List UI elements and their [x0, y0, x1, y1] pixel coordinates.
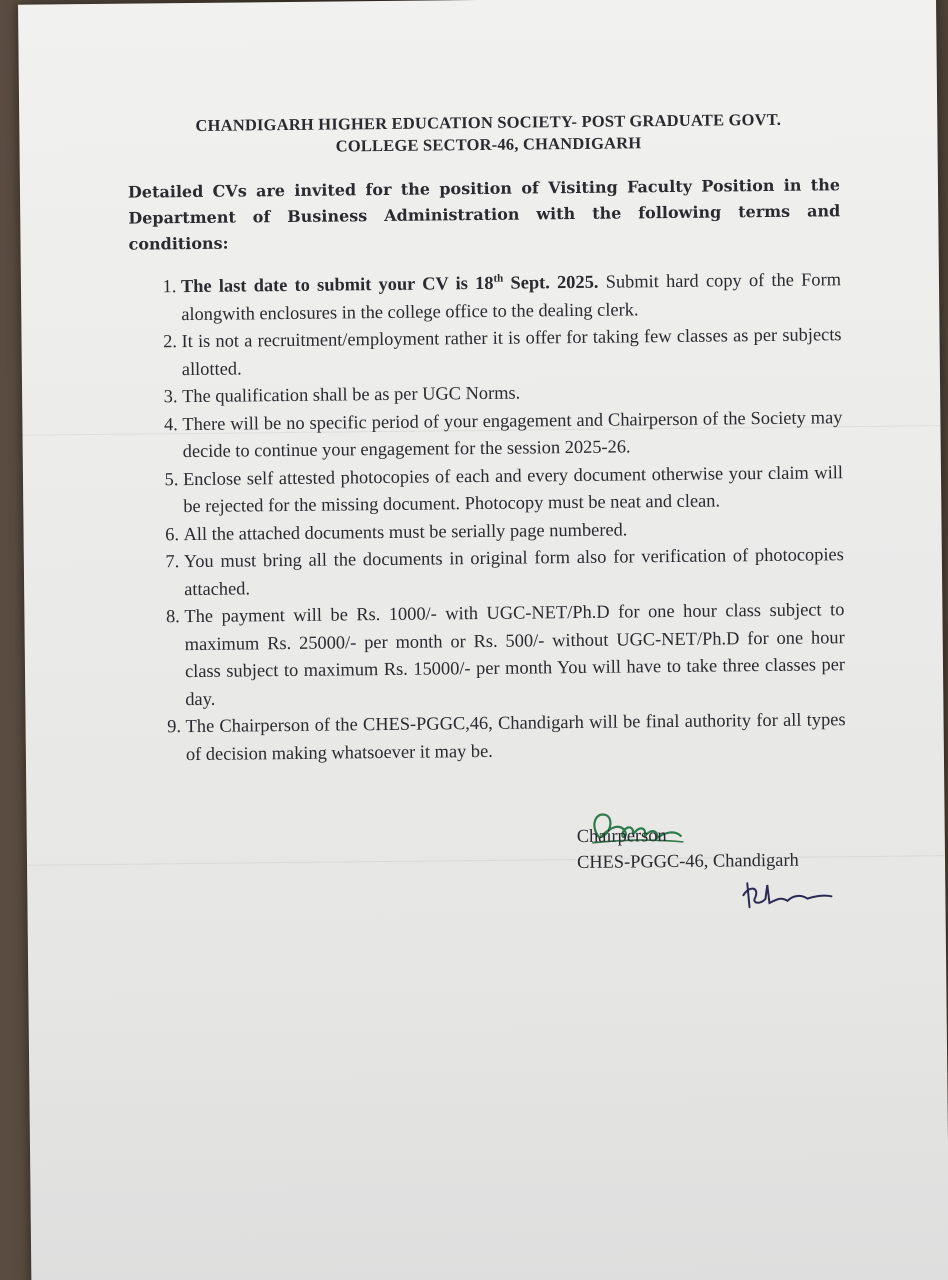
heading-line-2: COLLEGE SECTOR-46, CHANDIGARH: [335, 133, 642, 156]
term-item: 7. You must bring all the documents in original form also for verification of photocopies attached.: [184, 541, 845, 603]
notice-paper: [18, 0, 948, 1280]
signatory-organization: CHES-PGGC-46, Chandigarh: [576, 849, 799, 872]
term-item: 2. It is not a recruitment/employment rather it is offer for taking few classes as per subjects allotted.: [181, 321, 842, 383]
notice-heading: [137, 108, 839, 159]
term-item: 4. There will be no specific period of your engagement and Chairperson of the Society may decide to continue your engagement for the session 2025-26.: [182, 404, 843, 466]
term-item: 5. Enclose self attested photocopies of each and every document otherwise your claim will be rejected for the missing document. Photocopy must be neat and clean.: [183, 459, 844, 521]
term-item: 6. All the attached documents must be serially page numbered.: [183, 514, 843, 548]
deadline-date: Sept. 2025.: [503, 271, 599, 293]
notice-content: [127, 108, 846, 872]
term-item: 3. The qualification shall be as per UGC Norms.: [182, 376, 842, 410]
term-item: [181, 266, 842, 328]
intro-paragraph: Detailed CVs are invited for the position of Visiting Faculty Position in the Department of Business Administration with the following terms and conditions:: [127, 175, 841, 254]
term-item: 9. The Chairperson of the CHES-PGGC,46, Chandigarh will be final authority for all types of decision making whatsoever it may be.: [185, 706, 846, 768]
deadline-text: The last date to submit your CV is 18: [180, 272, 494, 297]
signatory-designation: Chairperson: [576, 825, 667, 847]
terms-list: [129, 266, 846, 768]
deadline-suffix: th: [493, 272, 504, 285]
heading-line-1: CHANDIGARH HIGHER EDUCATION SOCIETY- POST GRADUATE GOVT.: [195, 109, 782, 135]
initials-mark: [737, 876, 837, 913]
term-text: Submit hard copy of the Form alongwith enclosures in the college office to the dealing clerk.: [181, 269, 842, 324]
signature-block: [577, 820, 868, 875]
term-item: 8. The payment will be Rs. 1000/- with UGC-NET/Ph.D for one hour class subject to maximum Rs. 25000/- per month or Rs. 500/- without UGC-NET/Ph.D for one hour class subject to maximum Rs. 15000/- per month You will have to take three classes per day.: [184, 596, 845, 713]
